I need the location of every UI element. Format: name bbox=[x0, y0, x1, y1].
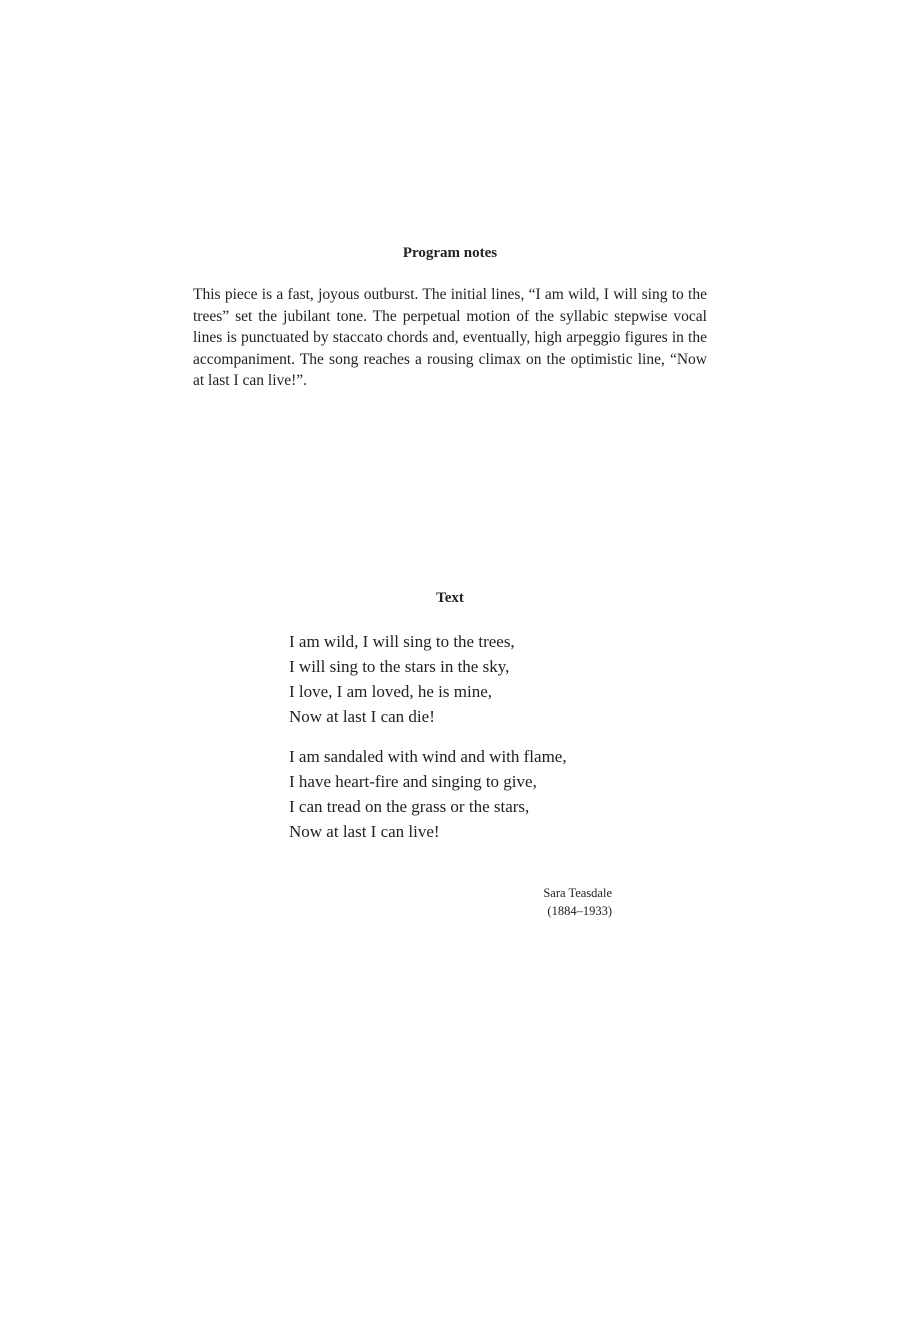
text-heading: Text bbox=[436, 590, 464, 606]
poem-line: I have heart-fire and singing to give, bbox=[289, 772, 537, 791]
author-name: Sara Teasdale bbox=[543, 886, 612, 900]
program-notes-body: This piece is a fast, joyous outburst. The initial lines, “I am wild, I will sing to the trees” set the jubilant tone. The perpetual motion of the syllabic stepwise vocal lines is punctuated by staccato chords and, eventually, high arpeggio figures in the accompaniment. The song reaches a rousing climax on the optimistic line, “Now at last I can live!”. bbox=[193, 286, 707, 389]
poem-line: I can tread on the grass or the stars, bbox=[289, 797, 530, 816]
poem-attribution bbox=[500, 884, 612, 920]
poem-line: I am sandaled with wind and with flame, bbox=[289, 747, 567, 766]
poem-line: Now at last I can die! bbox=[289, 707, 435, 726]
poem-line: I love, I am loved, he is mine, bbox=[289, 682, 493, 701]
poem-stanza-1 bbox=[289, 629, 709, 729]
poem-stanza-2 bbox=[289, 744, 709, 844]
poem-line: Now at last I can live! bbox=[289, 822, 440, 841]
poem-line: I am wild, I will sing to the trees, bbox=[289, 632, 515, 651]
program-notes-heading: Program notes bbox=[402, 245, 498, 261]
author-dates: (1884–1933) bbox=[547, 904, 612, 918]
poem-line: I will sing to the stars in the sky, bbox=[289, 657, 510, 676]
